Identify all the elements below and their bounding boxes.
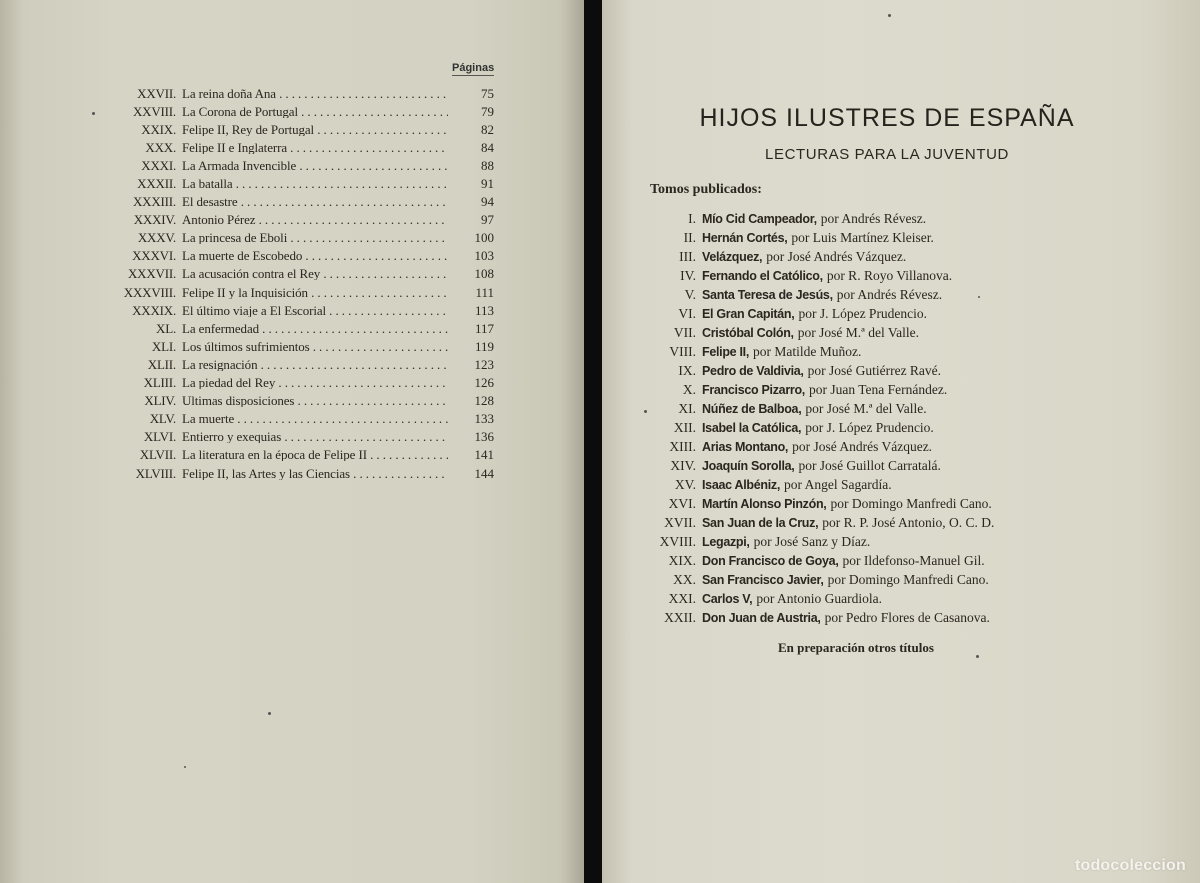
page-number: 126 (474, 375, 494, 391)
volume-entry (622, 304, 1182, 323)
chapter-number: XL. (156, 320, 176, 336)
in-preparation-note: En preparación otros títulos (778, 640, 934, 655)
volume-entry (622, 551, 1182, 570)
volume-number: XX. (673, 571, 696, 587)
toc-entry (90, 138, 500, 156)
volume-entry (622, 380, 1182, 399)
toc-entry (90, 265, 500, 283)
chapter-title: Los últimos sufrimientos . . . (182, 340, 448, 353)
chapter-number: XLVI. (143, 429, 176, 445)
page-number: 128 (474, 393, 494, 409)
volume-number: XXI. (668, 590, 696, 606)
volume-number: XIII. (669, 438, 696, 454)
chapter-number: XXXIV. (133, 212, 176, 228)
volume-title: Isaac Albéniz, (702, 477, 781, 492)
right-page (602, 0, 1200, 883)
chapter-number: XLV. (149, 411, 176, 427)
volume-title: Joaquín Sorolla, (702, 458, 795, 473)
table-of-contents (90, 84, 500, 482)
volume-author: por José Sanz y Díaz. (753, 533, 871, 549)
volume-author: por R. P. José Antonio, O. C. D. (822, 514, 995, 530)
volume-title: Legazpi, (702, 534, 750, 549)
chapter-title: La muerte . . . (182, 412, 448, 425)
chapter-number: XXXI. (141, 157, 176, 173)
chapter-title: La Corona de Portugal . . . (182, 105, 448, 118)
volume-number: XII. (673, 419, 696, 435)
toc-entry (90, 120, 500, 138)
volume-author: por José M.ª del Valle. (805, 400, 927, 416)
chapter-number: XLIII. (143, 375, 176, 391)
page-number: 91 (481, 176, 494, 192)
volume-entry (622, 323, 1182, 342)
volume-number: XVII. (664, 514, 696, 530)
volume-title: Francisco Pizarro, (702, 382, 805, 397)
volume-author: por Antonio Guardiola. (756, 590, 882, 606)
volume-number: III. (679, 248, 696, 264)
volume-author: por Luis Martínez Kleiser. (791, 229, 934, 245)
chapter-title: Ultimas disposiciones . . . (182, 394, 448, 407)
chapter-title: El desastre . . . (182, 195, 448, 208)
volume-entry (622, 513, 1182, 532)
chapter-number: XLIV. (144, 393, 176, 409)
volume-author: por R. Royo Villanova. (826, 267, 953, 283)
paper-speck (92, 112, 95, 115)
chapter-title: La Armada Invencible . . . (182, 159, 448, 172)
volume-author: por Pedro Flores de Casanova. (824, 609, 990, 625)
page-number: 100 (474, 230, 494, 246)
paper-speck (268, 712, 271, 715)
volume-number: II. (683, 229, 696, 245)
volume-author: por J. López Prudencio. (798, 305, 928, 321)
book-spine (584, 0, 602, 883)
page-number: 119 (474, 338, 494, 354)
chapter-title: El último viaje a El Escorial . . . (182, 304, 448, 317)
volume-entry (622, 342, 1182, 361)
chapter-number: XXXII. (137, 176, 176, 192)
page-number: 113 (474, 302, 494, 318)
toc-entry (90, 193, 500, 211)
toc-entry (90, 84, 500, 102)
volume-entry (622, 361, 1182, 380)
volume-entry (622, 285, 1182, 304)
volume-title: San Juan de la Cruz, (702, 515, 819, 530)
chapter-number: XLI. (151, 338, 176, 354)
volume-number: X. (682, 381, 696, 397)
volume-number: XV. (674, 476, 696, 492)
chapter-number: XLVIII. (135, 465, 176, 481)
volume-entry (622, 418, 1182, 437)
volume-title: Pedro de Valdivia, (702, 363, 804, 378)
page-number: 111 (475, 284, 494, 300)
volume-number: IV. (680, 267, 696, 283)
volume-number: XVI. (668, 495, 696, 511)
volume-entry (622, 437, 1182, 456)
page-number: 79 (481, 103, 494, 119)
page-number: 136 (474, 429, 494, 445)
volume-entry (622, 247, 1182, 266)
toc-entry (90, 301, 500, 319)
volume-title: Mío Cid Campeador, (702, 211, 817, 226)
paper-speck (644, 410, 647, 413)
volume-title: Velázquez, (702, 249, 763, 264)
volume-entry (622, 494, 1182, 513)
toc-entry (90, 428, 500, 446)
page-number: 84 (481, 139, 494, 155)
chapter-number: XXXV. (137, 230, 176, 246)
volume-entry (622, 608, 1182, 627)
chapter-number: XLVII. (139, 447, 176, 463)
toc-entry (90, 392, 500, 410)
volume-number: XIX. (668, 552, 696, 568)
chapter-number: XXX. (145, 139, 176, 155)
paper-speck (976, 655, 979, 658)
paper-speck (978, 296, 980, 298)
paper-speck (888, 14, 891, 17)
volumes-label: Tomos publicados: (650, 182, 762, 197)
page-number: 133 (474, 411, 494, 427)
volume-author: por Andrés Révesz. (820, 210, 927, 226)
volume-entry (622, 475, 1182, 494)
page-number: 103 (474, 248, 494, 264)
volume-list (622, 209, 1182, 627)
page-number: 88 (481, 157, 494, 173)
toc-entry (90, 102, 500, 120)
toc-entry (90, 337, 500, 355)
toc-entry (90, 355, 500, 373)
page-number: 97 (481, 212, 494, 228)
chapter-number: XXVIII. (132, 103, 176, 119)
volume-title: Don Francisco de Goya, (702, 553, 839, 568)
page-number: 123 (474, 356, 494, 372)
paper-speck (184, 766, 186, 768)
chapter-title: La piedad del Rey . . . (182, 376, 448, 389)
chapter-title: La princesa de Eboli . . . (182, 231, 448, 244)
chapter-title: La enfermedad . . . (182, 322, 448, 335)
volume-title: Isabel la Católica, (702, 420, 802, 435)
chapter-title: Felipe II, Rey de Portugal . . . (182, 123, 448, 136)
chapter-number: XXVII. (137, 85, 176, 101)
chapter-title: Felipe II, las Artes y las Ciencias . . . (182, 467, 448, 480)
page-number: 82 (481, 121, 494, 137)
volume-title: Arias Montano, (702, 439, 789, 454)
toc-header: Páginas (452, 62, 495, 74)
volume-number: VIII. (669, 343, 696, 359)
chapter-title: La resignación . . . (182, 358, 448, 371)
volume-number: XXII. (664, 609, 696, 625)
volume-title: Martín Alonso Pinzón, (702, 496, 827, 511)
volume-entry (622, 399, 1182, 418)
volume-number: XI. (678, 400, 696, 416)
volume-author: por Domingo Manfredi Cano. (830, 495, 992, 511)
volume-author: por Juan Tena Fernández. (808, 381, 948, 397)
left-page (0, 0, 584, 883)
volume-title: Fernando el Católico, (702, 268, 823, 283)
volume-entry (622, 456, 1182, 475)
page-number: 141 (474, 447, 494, 463)
toc-entry (90, 229, 500, 247)
chapter-number: XXXIII. (132, 194, 176, 210)
chapter-title: La batalla . . . (182, 177, 448, 190)
series-subtitle: LECTURAS PARA LA JUVENTUD (765, 146, 1009, 163)
volume-title: Núñez de Balboa, (702, 401, 802, 416)
page-number: 94 (481, 194, 494, 210)
volume-title: Felipe II, (702, 344, 750, 359)
volume-author: por José Andrés Vázquez. (766, 248, 907, 264)
volume-entry (622, 570, 1182, 589)
volume-title: Don Juan de Austria, (702, 610, 821, 625)
chapter-title: Felipe II e Inglaterra . . . (182, 141, 448, 154)
volume-author: por Angel Sagardía. (784, 476, 892, 492)
volume-entry (622, 589, 1182, 608)
volume-title: Hernán Cortés, (702, 230, 788, 245)
volume-number: I. (688, 210, 696, 226)
volume-author: por José Guillot Carratalá. (798, 457, 941, 473)
volume-author: por José Andrés Vázquez. (792, 438, 933, 454)
chapter-title: Felipe II y la Inquisición . . . (182, 286, 448, 299)
volume-entry (622, 228, 1182, 247)
volume-author: por J. López Prudencio. (805, 419, 934, 435)
volume-author: por José Gutiérrez Ravé. (807, 362, 942, 378)
volume-title: Cristóbal Colón, (702, 325, 794, 340)
chapter-title: Antonio Pérez . . . (182, 213, 448, 226)
chapter-number: XXIX. (141, 121, 176, 137)
volume-entry (622, 266, 1182, 285)
volume-number: VI. (678, 305, 696, 321)
volume-number: XVIII. (659, 533, 696, 549)
volume-author: por Domingo Manfredi Cano. (827, 571, 989, 587)
chapter-number: XXXVIII. (123, 284, 176, 300)
chapter-title: La reina doña Ana . . . (182, 87, 448, 100)
volume-number: XIV. (670, 457, 696, 473)
volume-title: Santa Teresa de Jesús, (702, 287, 833, 302)
volume-entry (622, 209, 1182, 228)
volume-number: V. (684, 286, 696, 302)
volume-author: por Ildefonso-Manuel Gil. (842, 552, 985, 568)
volume-title: El Gran Capitán, (702, 306, 795, 321)
toc-entry (90, 283, 500, 301)
page-number: 108 (474, 266, 494, 282)
series-title: HIJOS ILUSTRES DE ESPAÑA (699, 104, 1075, 132)
watermark: todocoleccion (1074, 857, 1186, 874)
volume-title: Carlos V, (702, 591, 753, 606)
toc-entry (90, 410, 500, 428)
volume-title: San Francisco Javier, (702, 572, 824, 587)
chapter-number: XLII. (147, 356, 176, 372)
toc-entry (90, 319, 500, 337)
volume-entry (622, 532, 1182, 551)
volume-author: por Matilde Muñoz. (753, 343, 862, 359)
page-number: 117 (474, 320, 494, 336)
chapter-title: Entierro y exequias . . . (182, 430, 448, 443)
chapter-title: La acusación contra el Rey . . . (182, 267, 448, 280)
toc-entry (90, 464, 500, 482)
chapter-number: XXXVI. (132, 248, 176, 264)
page-number: 144 (474, 465, 494, 481)
toc-entry (90, 174, 500, 192)
toc-entry (90, 211, 500, 229)
chapter-number: XXXVII. (127, 266, 176, 282)
page-number: 75 (481, 85, 494, 101)
chapter-title: La literatura en la época de Felipe II . . . (182, 448, 448, 461)
volume-number: VII. (673, 324, 696, 340)
toc-entry (90, 247, 500, 265)
toc-entry (90, 374, 500, 392)
chapter-number: XXXIX. (132, 302, 176, 318)
chapter-title: La muerte de Escobedo . . . (182, 249, 448, 262)
toc-entry (90, 156, 500, 174)
volume-author: por Andrés Révesz. (836, 286, 943, 302)
volume-author: por José M.ª del Valle. (797, 324, 919, 340)
toc-entry (90, 446, 500, 464)
volume-number: IX. (678, 362, 696, 378)
